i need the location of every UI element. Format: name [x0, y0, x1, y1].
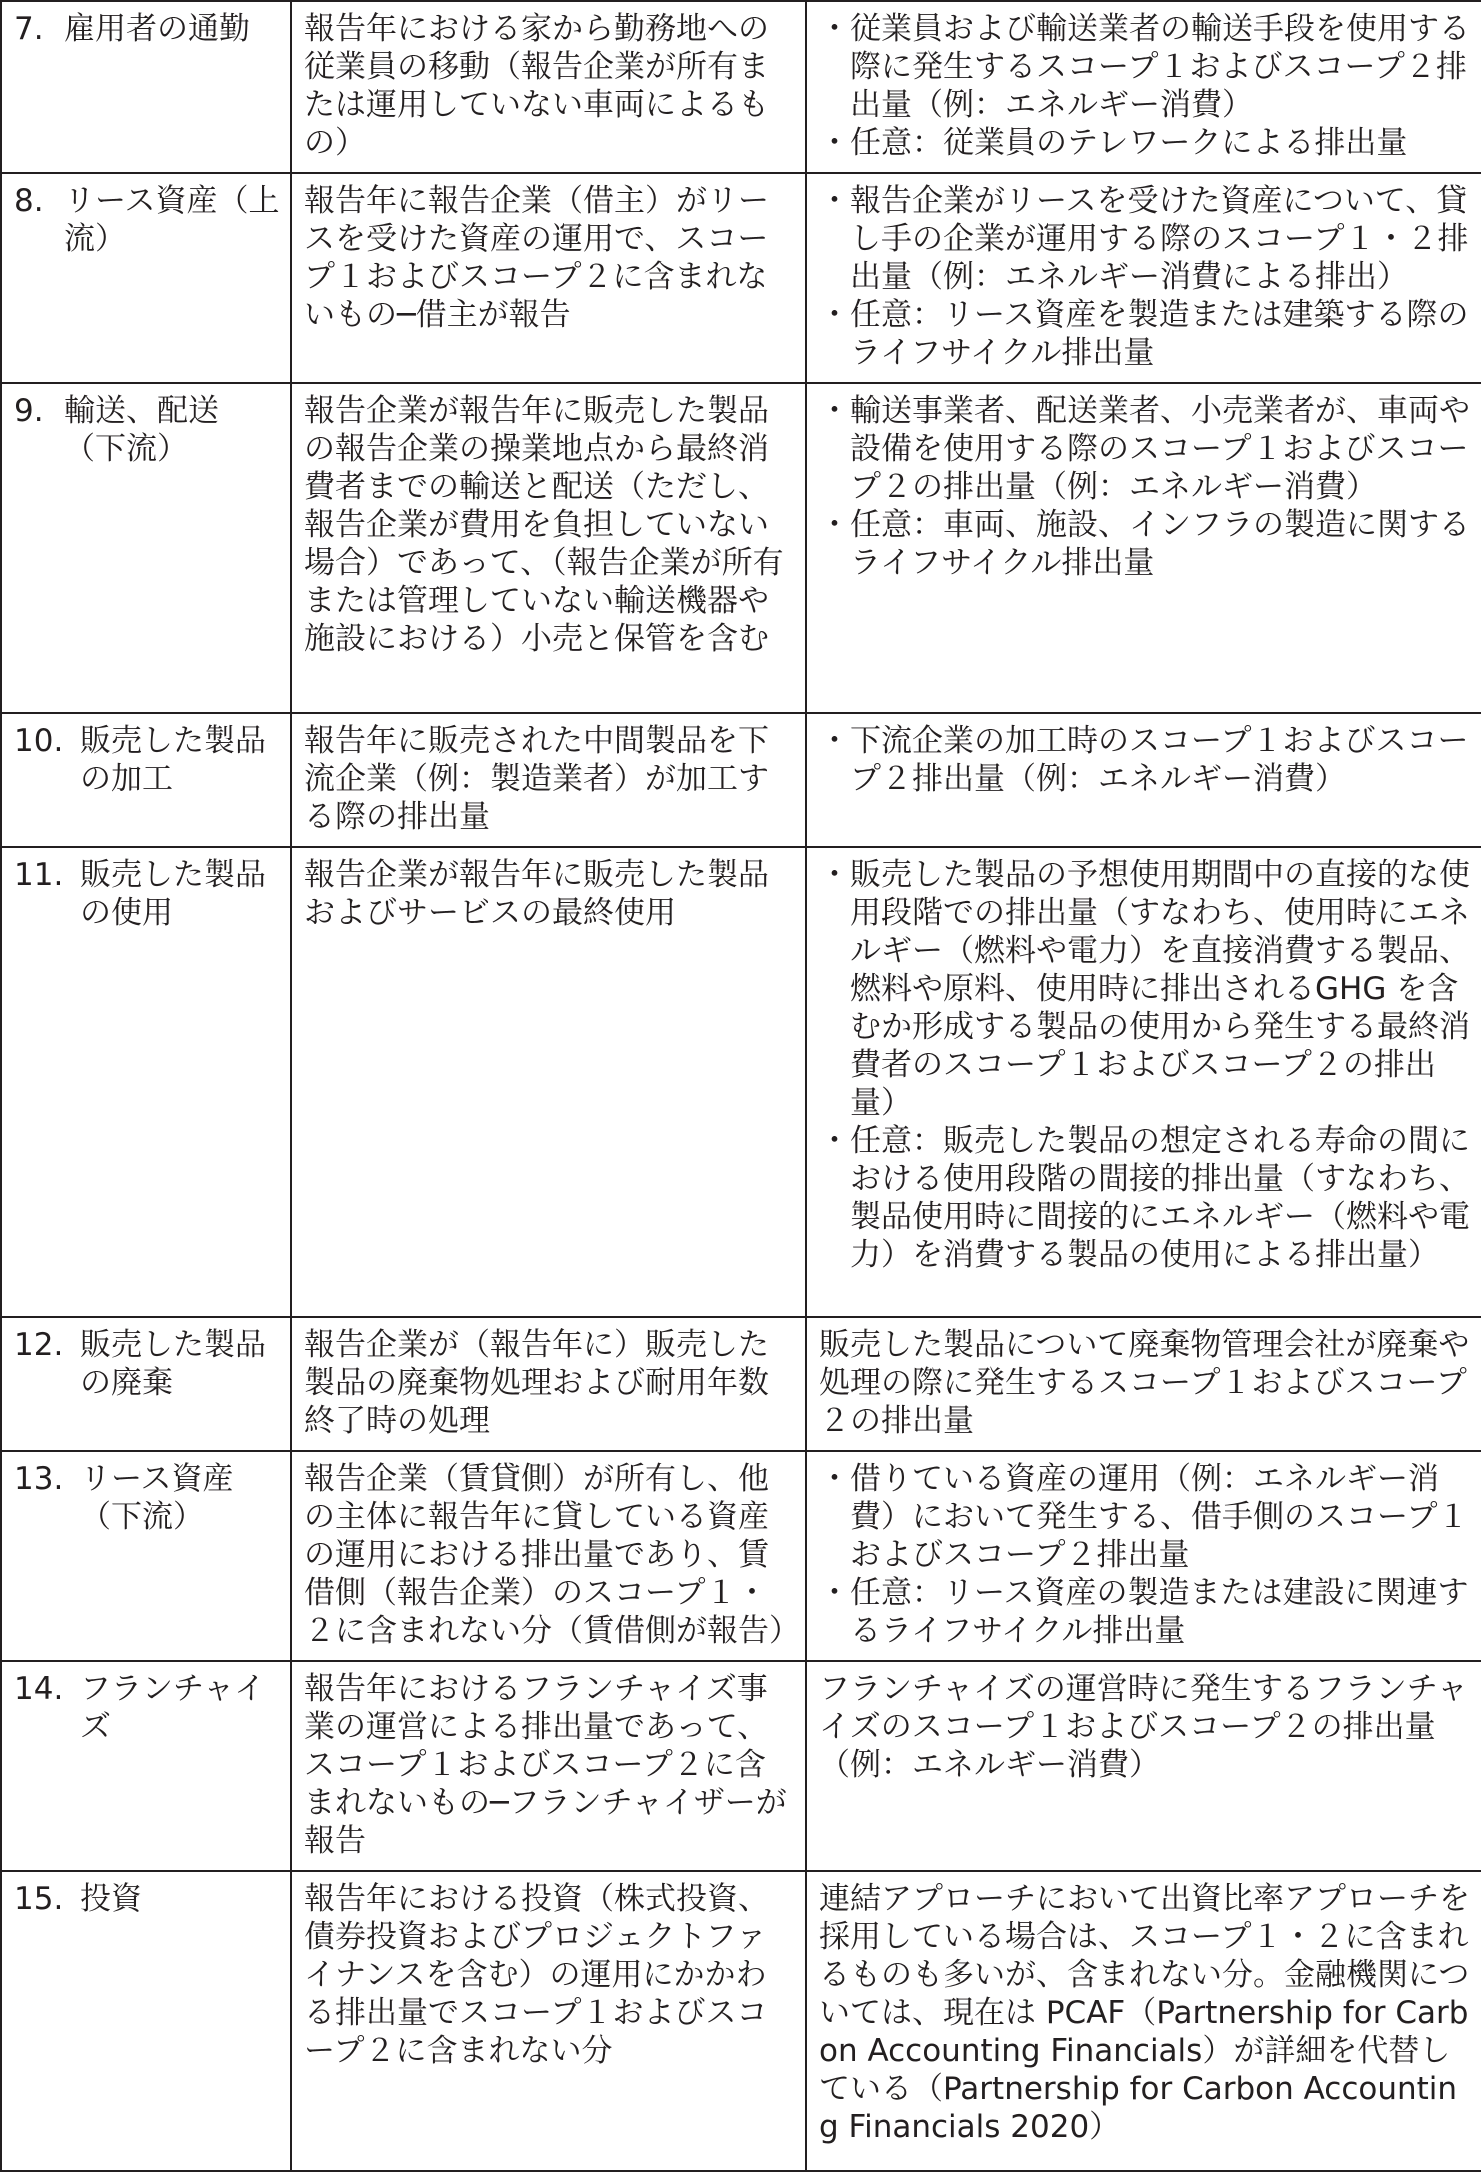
category-cell [1, 173, 291, 383]
category-name: 輸送、配送（下流） [64, 393, 219, 467]
bullet-item [819, 856, 1471, 1122]
table-row [1, 1451, 1481, 1661]
bullet-item [819, 392, 1471, 506]
bullet-text: 輸送事業者、配送業者、小売業者が、車両や設備を使用する際のスコープ１およびスコープ２の排出量（例：エネルギー消費） [850, 393, 1470, 505]
bullet-icon: ・ [819, 723, 850, 759]
scope-cell: 報告年におけるフランチャイズ事業の運営による排出量であって、スコープ１およびスコープ２に含まれないもの─フランチャイザーが報告 [291, 1661, 806, 1871]
category-name: 販売した製品の加工 [80, 723, 266, 797]
bullet-item [819, 1574, 1471, 1650]
bullet-text: 任意：販売した製品の想定される寿命の間における使用段階の間接的排出量（すなわち、製品使用時に間接的にエネルギー（燃料や電力）を消費する製品の使用による排出量） [850, 1123, 1470, 1273]
bullet-text: 従業員および輸送業者の輸送手段を使用する際に発生するスコープ１およびスコープ２排出量（例：エネルギー消費） [850, 11, 1470, 123]
bullet-item [819, 506, 1471, 582]
category-number: 12. [14, 1327, 64, 1363]
table-row [1, 383, 1481, 713]
category-number: 8. [14, 183, 44, 219]
bullet-text: 下流企業の加工時のスコープ１およびスコープ２排出量（例：エネルギー消費） [850, 723, 1469, 797]
category-cell [1, 1, 291, 173]
table-row [1, 1317, 1481, 1451]
category-cell [1, 383, 291, 713]
bullet-icon: ・ [819, 1575, 850, 1611]
bullet-item [819, 1122, 1471, 1274]
scope-cell: 報告企業（賃貸側）が所有し、他の主体に報告年に貸している資産の運用における排出量であり、賃借側（報告企業）のスコープ１・２に含まれない分（賃借側が報告） [291, 1451, 806, 1661]
category-cell [1, 1451, 291, 1661]
bullet-icon: ・ [819, 1461, 850, 1497]
category-number: 15. [14, 1881, 64, 1917]
bullet-icon: ・ [819, 125, 850, 161]
table-row [1, 1661, 1481, 1871]
emissions-cell: フランチャイズの運営時に発生するフランチャイズのスコープ１およびスコープ２の排出量（例：エネルギー消費） [806, 1661, 1481, 1871]
category-cell [1, 1317, 291, 1451]
scope-cell: 報告年に報告企業（借主）がリースを受けた資産の運用で、スコープ１およびスコープ２に含まれないもの─借主が報告 [291, 173, 806, 383]
category-cell [1, 847, 291, 1317]
bullet-text: 報告企業がリースを受けた資産について、貸し手の企業が運用する際のスコープ１・２排出量（例：エネルギー消費による排出） [850, 183, 1469, 295]
bullet-item [819, 124, 1471, 162]
emissions-cell [806, 383, 1481, 713]
emissions-cell [806, 173, 1481, 383]
bullet-text: 借りている資産の運用（例：エネルギー消費）において発生する、借手側のスコープ１およびスコープ２排出量 [850, 1461, 1469, 1573]
scope-cell: 報告企業が報告年に販売した製品およびサービスの最終使用 [291, 847, 806, 1317]
category-cell [1, 1661, 291, 1871]
table-row [1, 713, 1481, 847]
category-number: 7. [14, 11, 44, 47]
category-name: フランチャイズ [80, 1671, 266, 1745]
bullet-text: 販売した製品の予想使用期間中の直接的な使用段階での排出量（すなわち、使用時にエネルギー（燃料や電力）を直接消費する製品、燃料や原料、使用時に排出されるGHG を含むか形成する製品の使用から発生する最終消費者のスコープ１およびスコープ２の排出量） [850, 857, 1470, 1121]
bullet-icon: ・ [819, 393, 850, 429]
category-name: リース資産（上流） [64, 183, 280, 257]
category-number: 9. [14, 393, 44, 429]
bullet-item [819, 296, 1471, 372]
category-name: リース資産（下流） [80, 1461, 234, 1535]
table-row [1, 1, 1481, 173]
emissions-cell [806, 713, 1481, 847]
category-cell [1, 1871, 291, 2171]
category-number: 13. [14, 1461, 64, 1497]
emissions-cell: 連結アプローチにおいて出資比率アプローチを採用している場合は、スコープ１・２に含まれるものも多いが、含まれない分。金融機関については、現在は PCAF（Partnership for Carbon Accounting Financials）が詳細を代替している（Partnership for Carbon Accounting Financials 2020） [806, 1871, 1481, 2171]
scope-cell: 報告年に販売された中間製品を下流企業（例：製造業者）が加工する際の排出量 [291, 713, 806, 847]
table-row [1, 173, 1481, 383]
bullet-item [819, 10, 1471, 124]
emissions-cell: 販売した製品について廃棄物管理会社が廃棄や処理の際に発生するスコープ１およびスコープ２の排出量 [806, 1317, 1481, 1451]
category-number: 14. [14, 1671, 64, 1707]
bullet-item [819, 722, 1471, 798]
bullet-icon: ・ [819, 507, 850, 543]
category-name: 販売した製品の使用 [80, 857, 266, 931]
category-number: 10. [14, 723, 64, 759]
category-name: 販売した製品の廃棄 [80, 1327, 266, 1401]
emissions-cell [806, 1, 1481, 173]
scope-cell: 報告年における投資（株式投資、債券投資およびプロジェクトファイナンスを含む）の運用にかかわる排出量でスコープ１およびスコープ２に含まれない分 [291, 1871, 806, 2171]
category-name: 雇用者の通勤 [64, 11, 250, 47]
bullet-icon: ・ [819, 1123, 850, 1159]
bullet-text: 任意：リース資産を製造または建築する際のライフサイクル排出量 [850, 297, 1469, 371]
category-name: 投資 [80, 1881, 142, 1917]
table-row [1, 1871, 1481, 2171]
bullet-text: 任意：従業員のテレワークによる排出量 [850, 125, 1408, 161]
category-number: 11. [14, 857, 64, 893]
emissions-cell [806, 847, 1481, 1317]
bullet-item [819, 182, 1471, 296]
bullet-icon: ・ [819, 11, 850, 47]
bullet-text: 任意：車両、施設、インフラの製造に関するライフサイクル排出量 [850, 507, 1470, 581]
emissions-cell [806, 1451, 1481, 1661]
scope-cell: 報告企業が（報告年に）販売した製品の廃棄物処理および耐用年数終了時の処理 [291, 1317, 806, 1451]
bullet-text: 任意：リース資産の製造または建設に関連するライフサイクル排出量 [850, 1575, 1469, 1649]
table-row [1, 847, 1481, 1317]
scope-cell: 報告年における家から勤務地への従業員の移動（報告企業が所有または運用していない車両によるもの） [291, 1, 806, 173]
scope-cell: 報告企業が報告年に販売した製品の報告企業の操業地点から最終消費者までの輸送と配送（ただし、報告企業が費用を負担していない場合）であって、（報告企業が所有または管理していない輸送機器や施設における）小売と保管を含む [291, 383, 806, 713]
bullet-icon: ・ [819, 857, 850, 893]
category-cell [1, 713, 291, 847]
bullet-icon: ・ [819, 297, 850, 333]
bullet-icon: ・ [819, 183, 850, 219]
bullet-item [819, 1460, 1471, 1574]
